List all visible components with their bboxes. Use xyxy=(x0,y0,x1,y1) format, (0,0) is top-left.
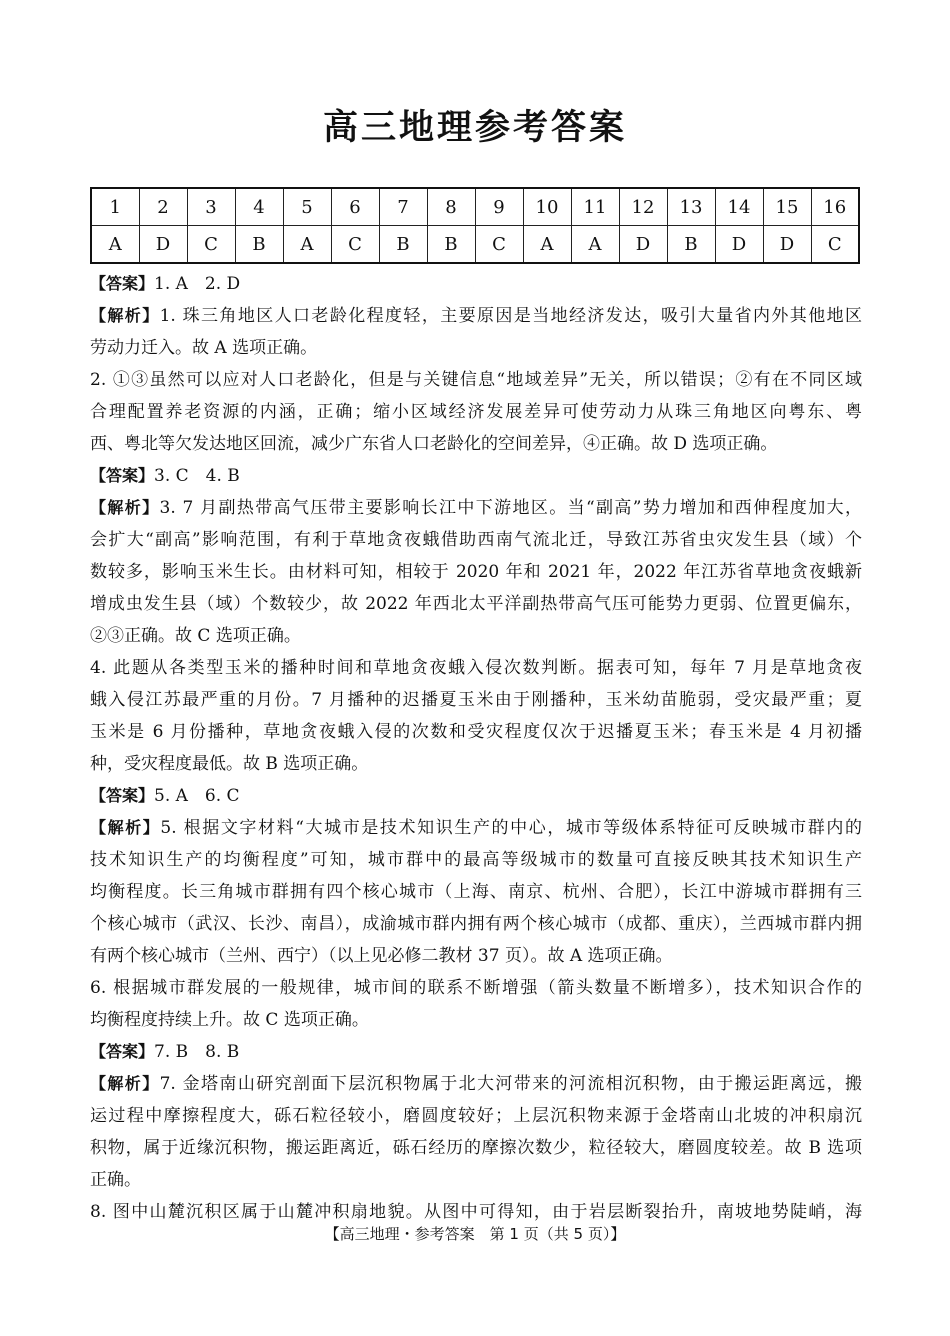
answer-cell: C xyxy=(187,226,235,264)
question-number-cell: 15 xyxy=(763,188,811,226)
text-line xyxy=(90,428,862,460)
line-text: 种，受灾程度最低。故 B 选项正确。 xyxy=(90,754,369,774)
line-text: 1. A 2. D xyxy=(154,274,241,294)
text-line xyxy=(90,620,862,652)
text-line xyxy=(90,1036,862,1068)
answer-cell: B xyxy=(667,226,715,264)
question-number-cell: 8 xyxy=(427,188,475,226)
analysis-label: 【解析】 xyxy=(90,498,160,517)
line-text: 3. 7 月副热带高气压带主要影响长江中下游地区。当“副高”势力增加和西伸程度加大， xyxy=(159,498,862,518)
question-number-cell: 14 xyxy=(715,188,763,226)
text-line xyxy=(90,268,862,300)
line-text: 技术知识生产的均衡程度”可知，城市群中的最高等级城市的数量可直接反映其技术知识生产 xyxy=(90,850,862,870)
text-line xyxy=(90,524,862,556)
question-number-cell: 7 xyxy=(379,188,427,226)
answer-label: 【答案】 xyxy=(90,1042,155,1061)
line-text: 5. 根据文字材料“大城市是技术知识生产的中心，城市等级体系特征可反映城市群内的 xyxy=(160,818,862,838)
line-text: 8. 图中山麓沉积区属于山麓冲积扇地貌。从图中可得知，由于岩层断裂抬升，南坡地势陡峭，海 xyxy=(90,1202,862,1222)
answer-table-answer-row xyxy=(91,226,859,264)
text-line xyxy=(90,716,862,748)
line-text: 增成虫发生县（域）个数较少，故 2022 年西北太平洋副热带高气压可能势力更弱、位置更偏东， xyxy=(90,594,862,614)
line-text: 有两个核心城市（兰州、西宁）（以上见必修二教材 37 页）。故 A 选项正确。 xyxy=(90,946,673,966)
question-number-cell: 2 xyxy=(139,188,187,226)
text-line xyxy=(90,1164,862,1196)
page-footer: 【高三地理・参考答案 第 1 页（共 5 页）】 xyxy=(324,1225,626,1243)
question-number-cell: 3 xyxy=(187,188,235,226)
line-text: 数较多，影响玉米生长。由材料可知，相较于 2020 年和 2021 年，2022 年江苏省草地贪夜蛾新 xyxy=(90,562,862,582)
answer-cell: B xyxy=(427,226,475,264)
question-number-cell: 9 xyxy=(475,188,523,226)
line-text: 个核心城市（武汉、长沙、南昌），成渝城市群内拥有两个核心城市（成都、重庆），兰西城市群内拥 xyxy=(90,914,862,934)
line-text: 劳动力迁入。故 A 选项正确。 xyxy=(90,338,318,358)
text-line xyxy=(90,460,862,492)
question-number-cell: 16 xyxy=(811,188,859,226)
answer-cell: B xyxy=(379,226,427,264)
line-text: 7. B 8. B xyxy=(154,1042,240,1062)
text-line xyxy=(90,812,862,844)
question-number-cell: 6 xyxy=(331,188,379,226)
text-line xyxy=(90,748,862,780)
text-line xyxy=(90,396,862,428)
line-text: 西、粤北等欠发达地区回流，减少广东省人口老龄化的空间差异，④正确。故 D 选项正确。 xyxy=(90,434,778,454)
question-number-cell: 13 xyxy=(667,188,715,226)
line-text: 6. 根据城市群发展的一般规律，城市间的联系不断增强（箭头数量不断增多），技术知识合作的 xyxy=(90,978,862,998)
text-line xyxy=(90,300,862,332)
answer-table xyxy=(90,187,860,264)
answer-cell: A xyxy=(283,226,331,264)
line-text: 均衡程度持续上升。故 C 选项正确。 xyxy=(90,1010,369,1030)
line-text: 5. A 6. C xyxy=(154,786,240,806)
answer-cell: C xyxy=(331,226,379,264)
answer-cell: A xyxy=(523,226,571,264)
analysis-label: 【解析】 xyxy=(90,306,160,325)
line-text: 1. 珠三角地区人口老龄化程度轻，主要原因是当地经济发达，吸引大量省内外其他地区 xyxy=(159,306,862,326)
answer-cell: D xyxy=(139,226,187,264)
answer-label: 【答案】 xyxy=(90,786,155,805)
line-text: 运过程中摩擦程度大，砾石粒径较小，磨圆度较好；上层沉积物来源于金塔南山北坡的冲积扇沉 xyxy=(90,1106,862,1126)
analysis-label: 【解析】 xyxy=(90,818,161,837)
answer-cell: C xyxy=(475,226,523,264)
question-number-cell: 1 xyxy=(91,188,139,226)
answer-label: 【答案】 xyxy=(90,274,155,293)
text-line xyxy=(90,492,862,524)
line-text: 合理配置养老资源的内涵，正确；缩小区域经济发展差异可使劳动力从珠三角地区向粤东、粤 xyxy=(90,402,862,422)
text-line xyxy=(90,684,862,716)
line-text: 4. 此题从各类型玉米的播种时间和草地贪夜蛾入侵次数判断。据表可知，每年 7 月是草地贪夜 xyxy=(90,658,862,678)
question-number-cell: 11 xyxy=(571,188,619,226)
line-text: 3. C 4. B xyxy=(154,466,240,486)
explanation-body xyxy=(90,268,862,1228)
answer-label: 【答案】 xyxy=(90,466,155,485)
answer-table-number-row xyxy=(91,188,859,226)
question-number-cell: 4 xyxy=(235,188,283,226)
text-line xyxy=(90,652,862,684)
line-text: 正确。 xyxy=(90,1170,141,1190)
line-text: 均衡程度。长三角城市群拥有四个核心城市（上海、南京、杭州、合肥），长江中游城市群拥有三 xyxy=(90,882,862,902)
line-text: ②③正确。故 C 选项正确。 xyxy=(90,626,301,646)
text-line xyxy=(90,556,862,588)
page-title: 高三地理参考答案 xyxy=(322,108,627,148)
text-line xyxy=(90,1004,862,1036)
answer-cell: D xyxy=(763,226,811,264)
line-text: 会扩大“副高”影响范围，有利于草地贪夜蛾借助西南气流北迁，导致江苏省虫灾发生县（域）个 xyxy=(90,530,862,550)
text-line xyxy=(90,876,862,908)
line-text: 蛾入侵江苏最严重的月份。7 月播种的迟播夏玉米由于刚播种，玉米幼苗脆弱，受灾最严重；夏 xyxy=(90,690,862,710)
line-text: 玉米是 6 月份播种，草地贪夜蛾入侵的次数和受灾程度仅次于迟播夏玉米；春玉米是 4 月初播 xyxy=(90,722,862,742)
answer-cell: A xyxy=(571,226,619,264)
text-line xyxy=(90,908,862,940)
line-text: 积物，属于近缘沉积物，搬运距离近，砾石经历的摩擦次数少，粒径较大，磨圆度较差。故 B 选项 xyxy=(90,1138,862,1158)
text-line xyxy=(90,844,862,876)
line-text: 7. 金塔南山研究剖面下层沉积物属于北大河带来的河流相沉积物，由于搬运距离远，搬 xyxy=(159,1074,862,1094)
text-line xyxy=(90,332,862,364)
question-number-cell: 10 xyxy=(523,188,571,226)
answer-cell: D xyxy=(715,226,763,264)
text-line xyxy=(90,364,862,396)
text-line xyxy=(90,1068,862,1100)
answer-cell: A xyxy=(91,226,139,264)
text-line xyxy=(90,1132,862,1164)
answer-cell: D xyxy=(619,226,667,264)
text-line xyxy=(90,972,862,1004)
question-number-cell: 12 xyxy=(619,188,667,226)
question-number-cell: 5 xyxy=(283,188,331,226)
text-line xyxy=(90,940,862,972)
line-text: 2. ①③虽然可以应对人口老龄化，但是与关键信息“地域差异”无关，所以错误；②有在不同区域 xyxy=(90,370,862,390)
answer-cell: B xyxy=(235,226,283,264)
text-line xyxy=(90,1100,862,1132)
text-line xyxy=(90,780,862,812)
answer-cell: C xyxy=(811,226,859,264)
analysis-label: 【解析】 xyxy=(90,1074,160,1093)
text-line xyxy=(90,588,862,620)
